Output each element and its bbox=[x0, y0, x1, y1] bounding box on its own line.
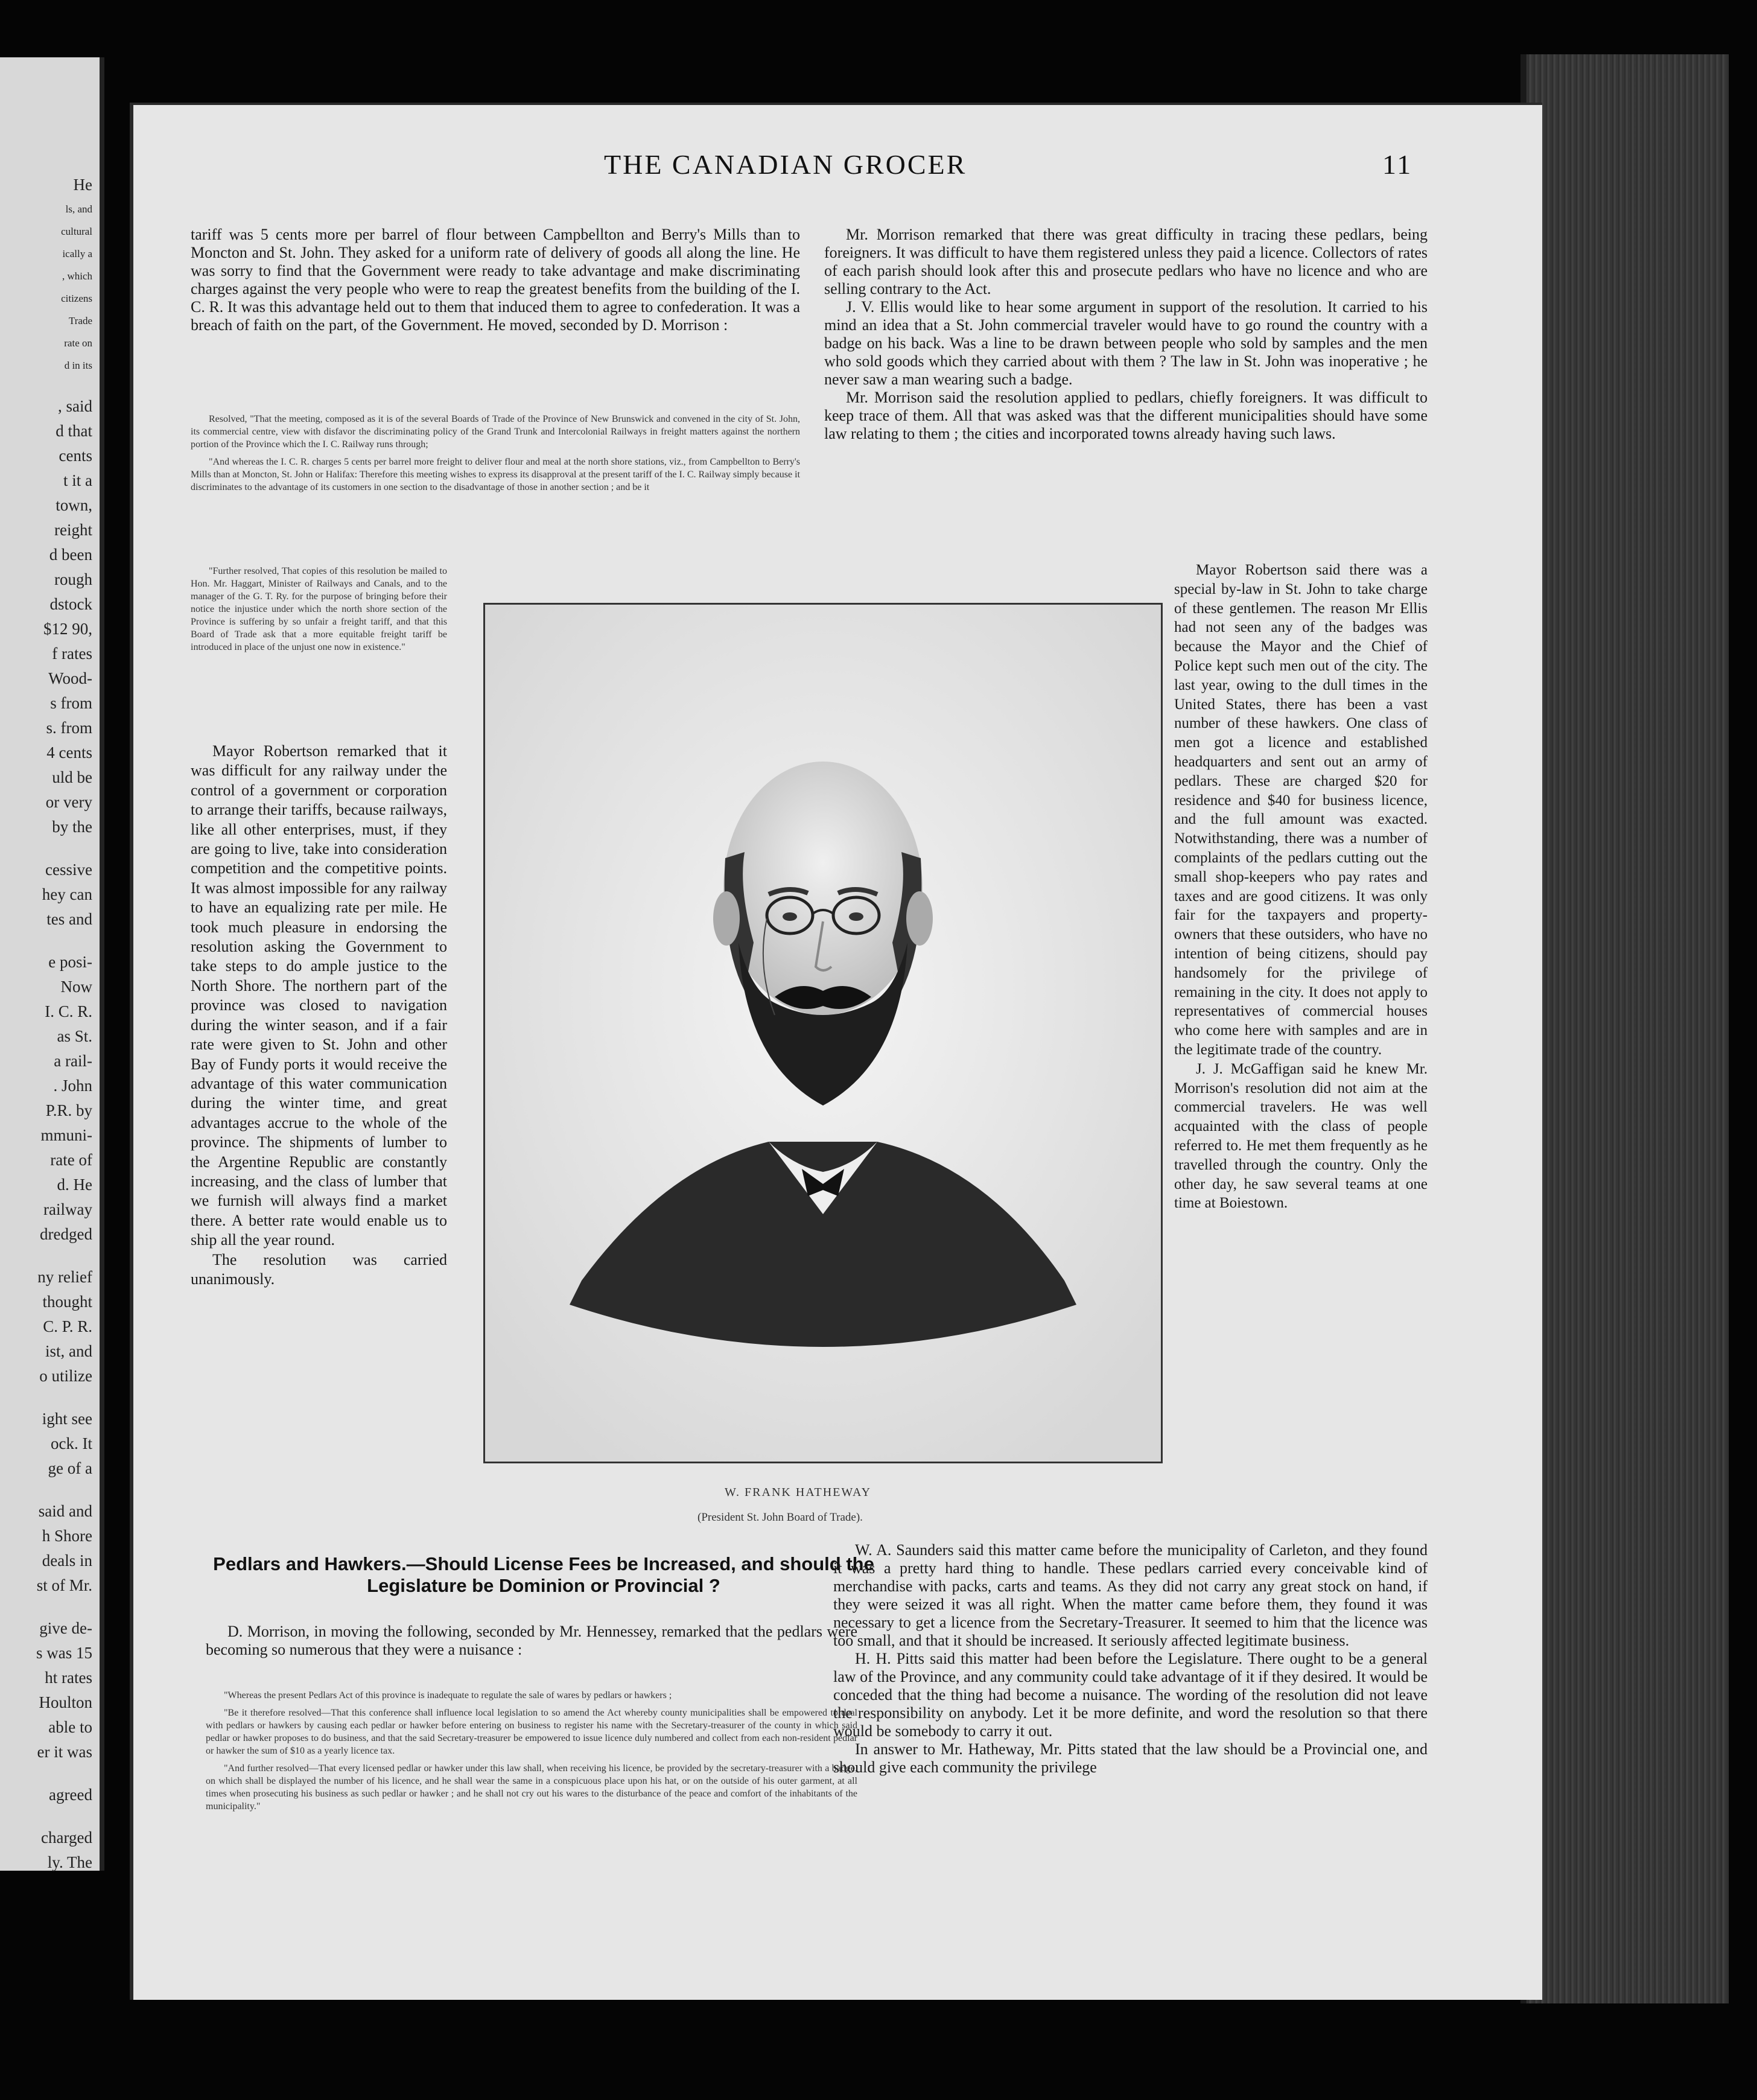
right-column-top bbox=[824, 226, 1428, 443]
resolution-paragraph: "Whereas the present Pedlars Act of this province is inadequate to regulate the sale of wares by pedlars or hawkers ; bbox=[224, 1690, 672, 1701]
left-page-text-fragment: d in its bbox=[64, 360, 92, 371]
left-page-text-fragment: dredged bbox=[40, 1225, 92, 1243]
left-page-text-fragment: rate on bbox=[64, 337, 92, 349]
left-page-text-fragment: ls, and bbox=[65, 203, 92, 215]
left-page-text-fragment: ht rates bbox=[45, 1669, 92, 1687]
left-page-text-fragment: He bbox=[73, 176, 92, 194]
left-page-text-fragment: Now bbox=[60, 978, 92, 996]
left-page-text-fragment: thought bbox=[42, 1293, 92, 1311]
left-page-text-fragment: d that bbox=[56, 422, 92, 440]
left-page-text-fragment: town, bbox=[56, 496, 92, 514]
resolution-paragraph: "And further resolved—That every licensed pedlar or hawker under this law shall, when receiving his licence, be provided by the secretary-treasurer with a badge, on which shall be displayed the number of his licence, and he shall wear the same in a conspicuous place upon his hat, or on the outside of his outer garment, at all times when prosecuting his business as such pedlar or hawker ; and he shall not cry out his wares to the disturbance of the peace and comfort of the inhabitants of the municipality." bbox=[206, 1763, 857, 1812]
left-page-text-fragment: Trade bbox=[68, 315, 92, 326]
left-page-text-fragment: t it a bbox=[63, 471, 92, 489]
left-page-text-fragment: give de- bbox=[39, 1619, 92, 1637]
left-page-text-fragment: rough bbox=[54, 570, 92, 588]
left-column-narrow bbox=[191, 742, 447, 1289]
left-page-text-fragment: cents bbox=[59, 447, 92, 465]
article-paragraph: D. Morrison, in moving the following, seconded by Mr. Hennessey, remarked that the pedlars were becoming so numerous that they were a nuisance : bbox=[206, 1623, 857, 1658]
left-page-text-fragment: a rail- bbox=[54, 1052, 92, 1070]
left-page-text-fragment: as St. bbox=[57, 1027, 92, 1045]
left-page-text-fragment: ist, and bbox=[45, 1342, 92, 1360]
left-page-text-fragment: by the bbox=[52, 818, 92, 836]
pedlar-resolution-block bbox=[206, 1689, 857, 1818]
left-page-text-fragment: charged bbox=[41, 1828, 92, 1847]
left-page-text-fragment: mmuni- bbox=[40, 1126, 92, 1144]
left-page-text-fragment: dstock bbox=[49, 595, 92, 613]
left-page-text-fragment: uld be bbox=[52, 768, 92, 786]
section-heading: Pedlars and Hawkers.—Should License Fees be Increased, and should the Legislature be Dominion or Provincial ? bbox=[213, 1553, 874, 1596]
left-page-text-fragment: o utilize bbox=[39, 1367, 92, 1385]
left-page-text-fragment: I. C. R. bbox=[45, 1002, 92, 1020]
left-page-text-fragment: , which bbox=[62, 270, 92, 282]
left-page-text-fragment: e posi- bbox=[48, 953, 92, 971]
left-page-fragment bbox=[0, 57, 104, 1871]
book-page-edges bbox=[1520, 54, 1729, 2003]
article-paragraph: H. H. Pitts said this matter had been before the Legislature. There ought to be a general law of the Province, and any community could take advantage of it if they desired. It would be conceded that the thing had become a nuisance. The wording of the resolution did not leave the responsibility on anybody. Let it be more definite, and word the resolution so that there would be somebody to carry it out. bbox=[833, 1650, 1428, 1740]
left-page-text-fragment: s was 15 bbox=[36, 1644, 92, 1662]
left-page-text-fragment: ge of a bbox=[48, 1459, 92, 1477]
left-page-text-fragment: ock. It bbox=[51, 1434, 92, 1452]
left-page-text-fragment: s. from bbox=[46, 719, 92, 737]
left-page-text-fragment: Wood- bbox=[48, 669, 92, 687]
portrait-illustration bbox=[485, 605, 1161, 1462]
left-page-text-fragment: 4 cents bbox=[46, 743, 92, 762]
resolution-paragraph: "And whereas the I. C. R. charges 5 cents per barrel more freight to deliver flour and meal at the north shore stations, viz., from Campbellton to Berry's Mills than at Moncton, St. John or Halifax: Therefore this meeting wishes to express its disapproval at the present tariff of the I. C. Railway simply because it discriminates to the advantage of its customers in one section to the disadvantage of those in another section ; and be it bbox=[191, 457, 800, 492]
left-page-text-fragment: $12 90, bbox=[43, 620, 92, 638]
article-paragraph: W. A. Saunders said this matter came before the municipality of Carleton, and they found it was a pretty hard thing to handle. These pedlars carried every conceivable kind of merchandise with packs, carts and teams. As they did not carry any great stock on hand, if they were seized it was all right. When the matter came before them, they found it was necessary to get a licence from the Secretary-Treasurer. It seemed to him that the licence was too small, and that it should be increased. It seriously affected legitimate business. bbox=[833, 1541, 1428, 1649]
left-page-text-fragment: cultural bbox=[61, 226, 92, 237]
resolution-block-narrow bbox=[191, 565, 447, 658]
left-page-text-fragment: citizens bbox=[61, 293, 92, 304]
portrait-photo bbox=[483, 603, 1163, 1463]
left-page-text-fragment: ically a bbox=[62, 248, 92, 259]
resolution-block bbox=[191, 413, 800, 498]
left-page-text-fragment: railway bbox=[43, 1200, 92, 1218]
left-page-text-fragment: rate of bbox=[50, 1151, 92, 1169]
photo-caption-title: (President St. John Board of Trade). bbox=[697, 1511, 863, 1524]
resolution-paragraph: "Further resolved, That copies of this resolution be mailed to Hon. Mr. Haggart, Minister of Railways and Canals, and to the manager of the G. T. Ry. for the purpose of bringing before their notice the injustice under which the north shore section of the Province is suffering by so unfair a freight tariff, and that this Board of Trade ask that a more equitable freight tariff be introduced in place of the unjust one now in existence." bbox=[191, 566, 447, 652]
left-page-text-fragment: or very bbox=[45, 793, 92, 811]
left-page-text-fragment: agreed bbox=[49, 1786, 92, 1804]
article-paragraph: Mayor Robertson said there was a special by-law in St. John to take charge of these gentlemen. The reason Mr Ellis had not seen any of the badges was because the Mayor and the Chief of Police kept such men out of the city. The last year, owing to the dull times in the United States, there has been a vast number of these hawkers. One class of men got a licence and established headquarters and sent out an army of pedlars. These are charged $20 for residence and $40 for business licence, and the full amount was exacted. Notwithstanding, there was a number of complaints of the pedlars cutting out the small shop-keepers who pay rates and taxes and are good citizens. It was only fair for the taxpayers and property-owners that these outsiders, who have no intention of being citizens, should pay handsomely for the privilege of remaining in the city. It does not apply to representatives of commercial houses who come here with samples and are in the legitimate trade of the country. bbox=[1174, 562, 1428, 1058]
left-page-text-fragment: deals in bbox=[42, 1551, 92, 1570]
left-page-text-fragment: er it was bbox=[37, 1743, 92, 1761]
left-column-bottom bbox=[206, 1623, 857, 1659]
article-paragraph: In answer to Mr. Hatheway, Mr. Pitts stated that the law should be a Provincial one, and should give each community the privilege bbox=[833, 1740, 1428, 1776]
article-paragraph: The resolution was carried unanimously. bbox=[191, 1250, 447, 1288]
left-page-text-fragment: . John bbox=[53, 1077, 92, 1095]
left-page-text-fragment: C. P. R. bbox=[43, 1317, 92, 1335]
left-page-text-fragment: ly. The bbox=[47, 1853, 92, 1871]
resolution-paragraph: Resolved, "That the meeting, composed as it is of the several Boards of Trade of the Province of New Brunswick and convened in the city of St. John, its commercial centre, view with disfavor the discriminating policy of the Grand Trunk and Intercolonial Railways in freight matters against the northern portion of the Province which the I. C. Railway runs through; bbox=[191, 414, 800, 450]
left-page-text-fragment: h Shore bbox=[42, 1527, 92, 1545]
left-page-text-fragment: Houlton bbox=[39, 1693, 92, 1711]
page-header bbox=[133, 148, 1542, 179]
left-page-text-fragment: reight bbox=[54, 521, 92, 539]
left-page-text-fragment: cessive bbox=[45, 861, 92, 879]
left-page-text-fragment: hey can bbox=[42, 885, 92, 903]
left-page-text-fragment: able to bbox=[48, 1718, 92, 1736]
left-page-text-fragment: , said bbox=[58, 397, 92, 415]
right-column-narrow bbox=[1174, 561, 1428, 1213]
left-page-text-fragment: ny relief bbox=[37, 1268, 92, 1286]
article-paragraph: tariff was 5 cents more per barrel of flour between Campbellton and Berry's Mills than to Moncton and St. John. They asked for a uniform rate of delivery of goods all along the line. He was sorry to find that the Government were ready to take advantage and make discriminating charges against the very people who were to reap the greatest benefits from the building of the I. C. R. It was this advantage held out to them that induced them to agree to confederation. It was a breach of faith on the part, of the Government. He moved, seconded by D. Morrison : bbox=[191, 226, 800, 334]
article-paragraph: Mr. Morrison said the resolution applied to pedlars, chiefly foreigners. It was difficult to keep trace of them. All that was asked was that the different municipalities should have some law relating to them ; the cities and incorporated towns already having such laws. bbox=[824, 389, 1428, 442]
left-page-text-fragment: st of Mr. bbox=[36, 1576, 92, 1594]
left-column-top bbox=[191, 226, 800, 334]
article-paragraph: Mayor Robertson remarked that it was difficult for any railway under the control of a government or corporation to arrange their tariffs, because railways, like all other enterprises, must, if they are going to live, take into consideration competition and the competitive points. It was almost impossible for any railway to have an equalizing rate per mile. He took much pleasure in endorsing the resolution asking the Government to take steps to do ample justice to the North Shore. The northern part of the province was closed to navigation during the winter season, and if a fair rate were given to St. John and other Bay of Fundy ports it would receive the advantage of this water communication during the winter time, and great advantages accrue to the whole of the province. The shipments of lumber to the Argentine Republic are constantly increasing, and the class of lumber that we furnish will always find a market there. A better rate would enable us to ship all the year round. bbox=[191, 742, 447, 1249]
left-page-text-fragment: d. He bbox=[57, 1176, 92, 1194]
page-number: 11 bbox=[1382, 149, 1413, 180]
left-page-text-fragment: f rates bbox=[52, 644, 92, 663]
left-page-text-fragment: P.R. by bbox=[45, 1101, 92, 1119]
left-page-text-fragment: said and bbox=[38, 1502, 92, 1520]
article-paragraph: Mr. Morrison remarked that there was great difficulty in tracing these pedlars, being foreigners. It was difficult to have them registered unless they paid a licence. Collectors of rates of each parish should look after this and prosecute pedlars who have no licence and who are selling contrary to the Act. bbox=[824, 226, 1428, 298]
newspaper-page bbox=[130, 103, 1542, 2000]
left-page-text-fragment: ight see bbox=[42, 1410, 92, 1428]
article-paragraph: J. J. McGaffigan said he knew Mr. Morrison's resolution did not aim at the commercial travelers. He was well acquainted with the class of people referred to. He met them frequently as he travelled through the country. Only the other day, he saw several teams at one time at Boiestown. bbox=[1174, 1060, 1428, 1212]
left-page-text-fragment: s from bbox=[50, 694, 92, 712]
publication-title: THE CANADIAN GROCER bbox=[604, 149, 967, 180]
resolution-paragraph: "Be it therefore resolved—That this conference shall influence local legislation to so amend the Act whereby county municipalities shall be empowered to deal with pedlars or hawkers by causing each pedlar or hawker before entering on business to register his name with the Secretary-treasurer of the county in which said pedlar or hawker proposes to do business, and that the said Secretary-treasurer be empowered to issue licence duly numbered and collect from each non-resident pedlar or hawker the sum of $10 as a yearly licence tax. bbox=[206, 1708, 857, 1756]
photo-caption-name: W. FRANK HATHEWAY bbox=[725, 1486, 872, 1499]
left-page-text-fragment: d been bbox=[49, 546, 92, 564]
article-paragraph: J. V. Ellis would like to hear some argument in support of the resolution. It carried to his mind an idea that a St. John commercial traveler would have to go round the country with a badge on his back. Was a line to be drawn between people who sold by samples and the men who sold goods which they carried about with them ? The law in St. John was inoperative ; he never saw a man wearing such a badge. bbox=[824, 298, 1428, 388]
right-column-bottom bbox=[833, 1541, 1428, 1777]
left-page-text-fragment: tes and bbox=[46, 910, 92, 928]
